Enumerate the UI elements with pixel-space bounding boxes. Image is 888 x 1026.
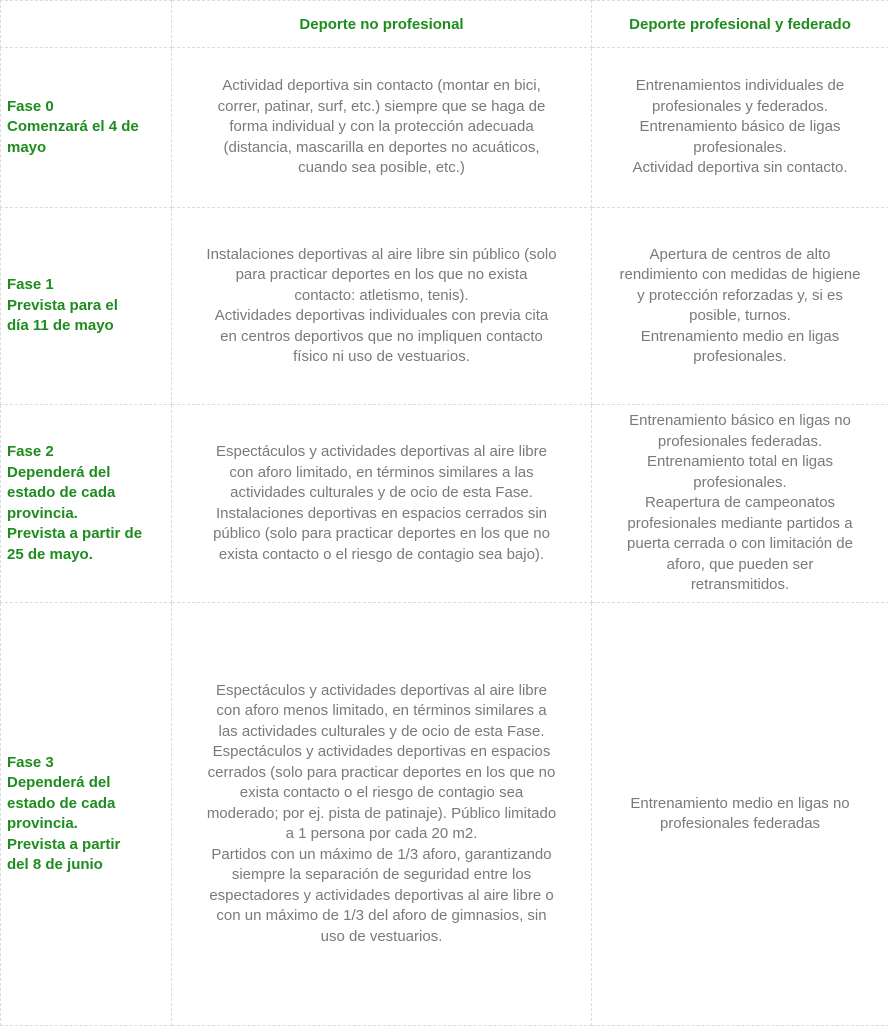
- cell-text-line: Entrenamiento medio en ligas: [598, 327, 882, 348]
- cell-text-line: rendimiento con medidas de higiene: [598, 265, 882, 286]
- professional-cell: [592, 405, 888, 603]
- cell-text-line: estado de cada: [7, 794, 165, 815]
- cell-text-line: Espectáculos y actividades deportivas en espacios: [178, 742, 585, 763]
- cell-text-line: Apertura de centros de alto: [598, 245, 882, 266]
- cell-text-line: público (solo para practicar deportes en los que no: [178, 524, 585, 545]
- cell-text-line: en centros deportivos que no impliquen contacto: [178, 327, 585, 348]
- cell-text-line: Fase 2: [7, 442, 165, 463]
- cell-text-line: profesionales y federados.: [598, 97, 882, 118]
- cell-text-line: Actividad deportiva sin contacto.: [598, 158, 882, 179]
- cell-text-line: Instalaciones deportivas al aire libre sin público (solo: [178, 245, 585, 266]
- header-professional: Deporte profesional y federado: [592, 1, 888, 48]
- phase-cell: [1, 208, 172, 405]
- cell-text-line: Entrenamiento medio en ligas no: [598, 794, 882, 815]
- cell-text-line: cuando sea posible, etc.): [178, 158, 585, 179]
- cell-text-line: Partidos con un máximo de 1/3 aforo, garantizando: [178, 845, 585, 866]
- header-phase: [1, 1, 172, 48]
- cell-text-line: cerrados (solo para practicar deportes en los que no: [178, 763, 585, 784]
- professional-cell: [592, 208, 888, 405]
- cell-text-line: posible, turnos.: [598, 306, 882, 327]
- cell-text-line: profesionales federadas: [598, 814, 882, 835]
- cell-text-line: físico ni uso de vestuarios.: [178, 347, 585, 368]
- cell-text-line: Actividades deportivas individuales con previa cita: [178, 306, 585, 327]
- cell-text-line: Comenzará el 4 de: [7, 117, 165, 138]
- cell-text-line: 25 de mayo.: [7, 545, 165, 566]
- cell-text-line: con aforo menos limitado, en términos similares a: [178, 701, 585, 722]
- cell-text-line: del 8 de junio: [7, 855, 165, 876]
- cell-text-line: moderado; por ej. pista de patinaje). Público limitado: [178, 804, 585, 825]
- cell-text-line: Prevista para el: [7, 296, 165, 317]
- professional-cell: [592, 603, 888, 1026]
- cell-text-line: profesionales federadas.: [598, 432, 882, 453]
- cell-text-line: profesionales.: [598, 347, 882, 368]
- cell-text-line: contacto: atletismo, tenis).: [178, 286, 585, 307]
- cell-text-line: estado de cada: [7, 483, 165, 504]
- header-nonprofessional: Deporte no profesional: [172, 1, 592, 48]
- cell-text-line: profesionales.: [598, 138, 882, 159]
- nonprofessional-cell: [172, 603, 592, 1026]
- cell-text-line: Espectáculos y actividades deportivas al aire libre: [178, 681, 585, 702]
- cell-text-line: Entrenamientos individuales de: [598, 76, 882, 97]
- cell-text-line: Fase 0: [7, 97, 165, 118]
- cell-text-line: provincia.: [7, 504, 165, 525]
- cell-text-line: Instalaciones deportivas en espacios cerrados sin: [178, 504, 585, 525]
- table-row: [1, 48, 888, 208]
- cell-text-line: aforo, que pueden ser: [598, 555, 882, 576]
- cell-text-line: Dependerá del: [7, 773, 165, 794]
- professional-cell: [592, 48, 888, 208]
- cell-text-line: profesionales mediante partidos a: [598, 514, 882, 535]
- table-row: [1, 603, 888, 1026]
- cell-text-line: con aforo limitado, en términos similares a las: [178, 463, 585, 484]
- cell-text-line: puerta cerrada o con limitación de: [598, 534, 882, 555]
- cell-text-line: Reapertura de campeonatos: [598, 493, 882, 514]
- cell-text-line: actividades culturales y de ocio de esta Fase.: [178, 483, 585, 504]
- cell-text-line: exista contacto o el riesgo de contagio sea: [178, 783, 585, 804]
- cell-text-line: Dependerá del: [7, 463, 165, 484]
- cell-text-line: a 1 persona por cada 20 m2.: [178, 824, 585, 845]
- cell-text-line: siempre la separación de seguridad entre los: [178, 865, 585, 886]
- cell-text-line: con un máximo de 1/3 del aforo de gimnasios, sin: [178, 906, 585, 927]
- cell-text-line: forma individual y con la protección adecuada: [178, 117, 585, 138]
- cell-text-line: día 11 de mayo: [7, 316, 165, 337]
- nonprofessional-cell: [172, 48, 592, 208]
- cell-text-line: Entrenamiento total en ligas: [598, 452, 882, 473]
- cell-text-line: para practicar deportes en los que no exista: [178, 265, 585, 286]
- cell-text-line: uso de vestuarios.: [178, 927, 585, 948]
- cell-text-line: (distancia, mascarilla en deportes no acuáticos,: [178, 138, 585, 159]
- cell-text-line: Prevista a partir de: [7, 524, 165, 545]
- nonprofessional-cell: [172, 208, 592, 405]
- cell-text-line: retransmitidos.: [598, 575, 882, 596]
- cell-text-line: Entrenamiento básico de ligas: [598, 117, 882, 138]
- table-row: [1, 405, 888, 603]
- cell-text-line: provincia.: [7, 814, 165, 835]
- cell-text-line: Espectáculos y actividades deportivas al aire libre: [178, 442, 585, 463]
- header-row: [1, 1, 888, 48]
- cell-text-line: mayo: [7, 138, 165, 159]
- nonprofessional-cell: [172, 405, 592, 603]
- cell-text-line: espectadores y actividades deportivas al aire libre o: [178, 886, 585, 907]
- cell-text-line: y protección reforzadas y, si es: [598, 286, 882, 307]
- phase-cell: [1, 603, 172, 1026]
- phase-cell: [1, 48, 172, 208]
- phase-cell: [1, 405, 172, 603]
- cell-text-line: profesionales.: [598, 473, 882, 494]
- cell-text-line: exista contacto o el riesgo de contagio sea bajo).: [178, 545, 585, 566]
- cell-text-line: Entrenamiento básico en ligas no: [598, 411, 882, 432]
- cell-text-line: Actividad deportiva sin contacto (montar en bici,: [178, 76, 585, 97]
- cell-text-line: Fase 1: [7, 275, 165, 296]
- cell-text-line: correr, patinar, surf, etc.) siempre que se haga de: [178, 97, 585, 118]
- cell-text-line: Fase 3: [7, 753, 165, 774]
- cell-text-line: Prevista a partir: [7, 835, 165, 856]
- table-row: [1, 208, 888, 405]
- cell-text-line: las actividades culturales y de ocio de esta Fase.: [178, 722, 585, 743]
